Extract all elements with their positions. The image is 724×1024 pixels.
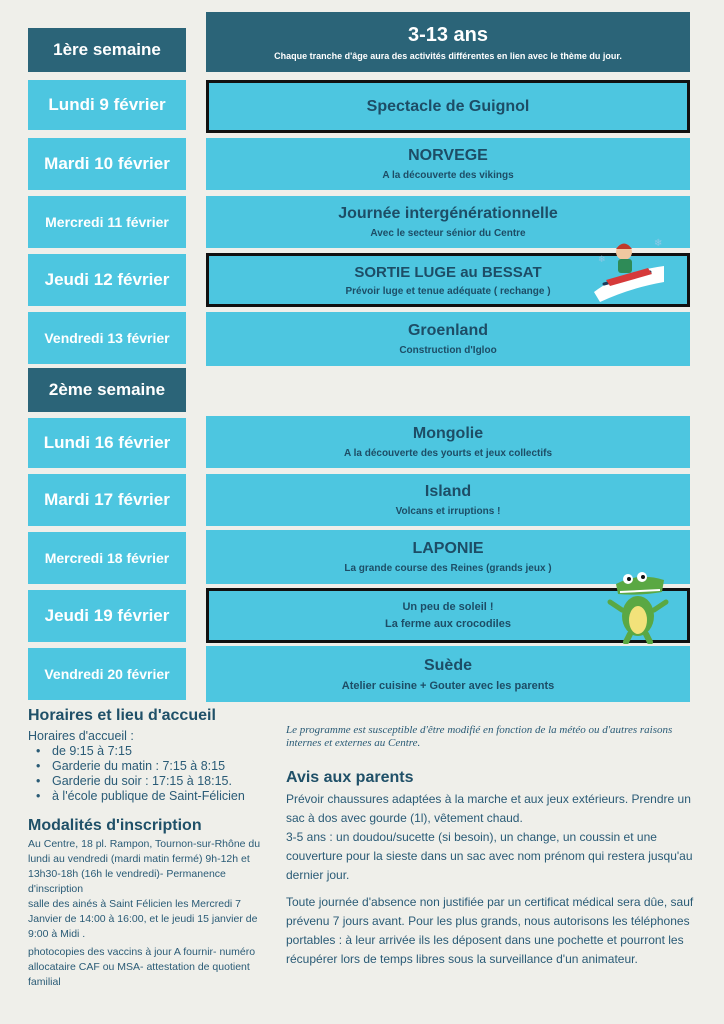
day-cell: Mercredi 11 février xyxy=(28,196,186,248)
age-title: 3-13 ans xyxy=(407,23,489,46)
week2-label xyxy=(28,368,186,412)
activity-title: Groenland xyxy=(407,322,488,339)
activity-subtitle: Volcans et irruptions ! xyxy=(395,506,501,517)
activity-cell xyxy=(206,138,690,190)
activity-subtitle: La grande course des Reines (grands jeux ) xyxy=(344,563,552,574)
day-cell: Mardi 17 février xyxy=(28,474,186,526)
age-header xyxy=(206,12,690,72)
week1-label-text: 1ère semaine xyxy=(53,40,161,59)
inscription-p2: salle des ainés à Saint Félicien les Mercredi 7 Janvier de 14:00 à 16:00, et le jeudi 15 janvier de 9:00 à Midi . xyxy=(28,898,258,940)
activity-subtitle: La ferme aux crocodiles xyxy=(385,618,511,630)
list-item: • Garderie du matin : 7:15 à 8:15 xyxy=(28,759,278,774)
activity-title: Journée intergénérationnelle xyxy=(338,205,558,222)
activity-subtitle: A la découverte des yourts et jeux collectifs xyxy=(343,448,553,459)
week1-label xyxy=(28,28,186,72)
horaires-block xyxy=(28,729,278,804)
activity-title: NORVEGE xyxy=(408,147,488,164)
activity-title: Suède xyxy=(423,656,472,674)
list-item: • Garderie du soir : 17:15 à 18:15. xyxy=(28,774,278,789)
avis-block xyxy=(286,790,696,969)
avis-p2: 3-5 ans : un doudou/sucette (si besoin), un change, un coussin et une couverture pour la sieste dans un sac avec nom prénom qui restera jusqu'au dernier jour. xyxy=(286,830,693,882)
activity-cell xyxy=(206,646,690,702)
activity-subtitle: A la découverte des vikings xyxy=(382,170,514,181)
activity-title: Island xyxy=(424,483,472,500)
day-cell: Mercredi 18 février xyxy=(28,532,186,584)
day-cell: Jeudi 12 février xyxy=(28,254,186,306)
avis-p3: Toute journée d'absence non justifiée par un certificat médical sera dûe, sauf prévenu 7 jours avant. Pour les plus grands, nous autorisons les téléphones portables : à leur arrivée ils les déposent dans une pochette et pourront les récupérer lors de temps libres sous la surveillance d'un animateur. xyxy=(286,895,694,966)
list-item: • de 9:15 à 7:15 xyxy=(28,744,278,759)
inscription-block xyxy=(28,837,266,990)
activity-title: Spectacle de Guignol xyxy=(366,97,530,115)
activity-title: SORTIE LUGE au BESSAT xyxy=(354,263,542,281)
activity-cell xyxy=(206,416,690,468)
activity-title: Un peu de soleil ! xyxy=(402,601,494,613)
horaires-intro: Horaires d'accueil : xyxy=(28,729,134,743)
activity-title: LAPONIE xyxy=(412,540,484,557)
day-cell: Jeudi 19 février xyxy=(28,590,186,642)
svg-text:❄: ❄ xyxy=(598,255,606,265)
horaires-title: Horaires et lieu d'accueil xyxy=(28,707,216,724)
program-note: Le programme est susceptible d'être modifié en fonction de la météo ou d'autres raisons internes et externes au Centre. xyxy=(286,724,673,749)
sled-child-icon xyxy=(590,232,668,304)
activity-cell xyxy=(206,80,690,133)
activity-subtitle: Avec le secteur sénior du Centre xyxy=(370,228,526,239)
activity-cell xyxy=(206,312,690,366)
day-cell: Mardi 10 février xyxy=(28,138,186,190)
list-item: • à l'école publique de Saint-Félicien xyxy=(28,789,278,804)
week2-label-text: 2ème semaine xyxy=(48,380,166,399)
activity-cell xyxy=(206,474,690,526)
activity-title: Mongolie xyxy=(412,425,484,442)
inscription-p1: Au Centre, 18 pl. Rampon, Tournon-sur-Rhône du lundi au vendredi (mardi matin fermé) 9h-12h et 13h30-18h (16h le vendredi)- Permanence d'inscription xyxy=(28,838,261,895)
avis-title: Avis aux parents xyxy=(286,769,414,786)
activity-subtitle: Prévoir luge et tenue adéquate ( rechange ) xyxy=(345,285,551,297)
avis-p1: Prévoir chaussures adaptées à la marche et aux jeux extérieurs. Prendre un sac à dos avec gourde (1l), vêtement chaud. xyxy=(286,792,691,825)
day-cell: Vendredi 20 février xyxy=(28,648,186,700)
activity-subtitle: Construction d'Igloo xyxy=(399,345,497,356)
day-cell: Lundi 16 février xyxy=(28,418,186,468)
horaires-list xyxy=(28,744,278,804)
age-subtitle: Chaque tranche d'âge aura des activités différentes en lien avec le thème du jour. xyxy=(274,50,622,61)
day-cell: Vendredi 13 février xyxy=(28,312,186,364)
day-cell: Lundi 9 février xyxy=(28,80,186,130)
inscription-p3: photocopies des vaccins à jour A fournir- numéro allocataire CAF ou MSA- attestation de quotient familial xyxy=(28,946,256,988)
svg-text:❄: ❄ xyxy=(654,238,663,249)
inscription-title: Modalités d'inscription xyxy=(28,817,202,834)
activity-subtitle: Atelier cuisine + Gouter avec les parents xyxy=(341,679,555,692)
crocodile-icon xyxy=(606,566,670,644)
